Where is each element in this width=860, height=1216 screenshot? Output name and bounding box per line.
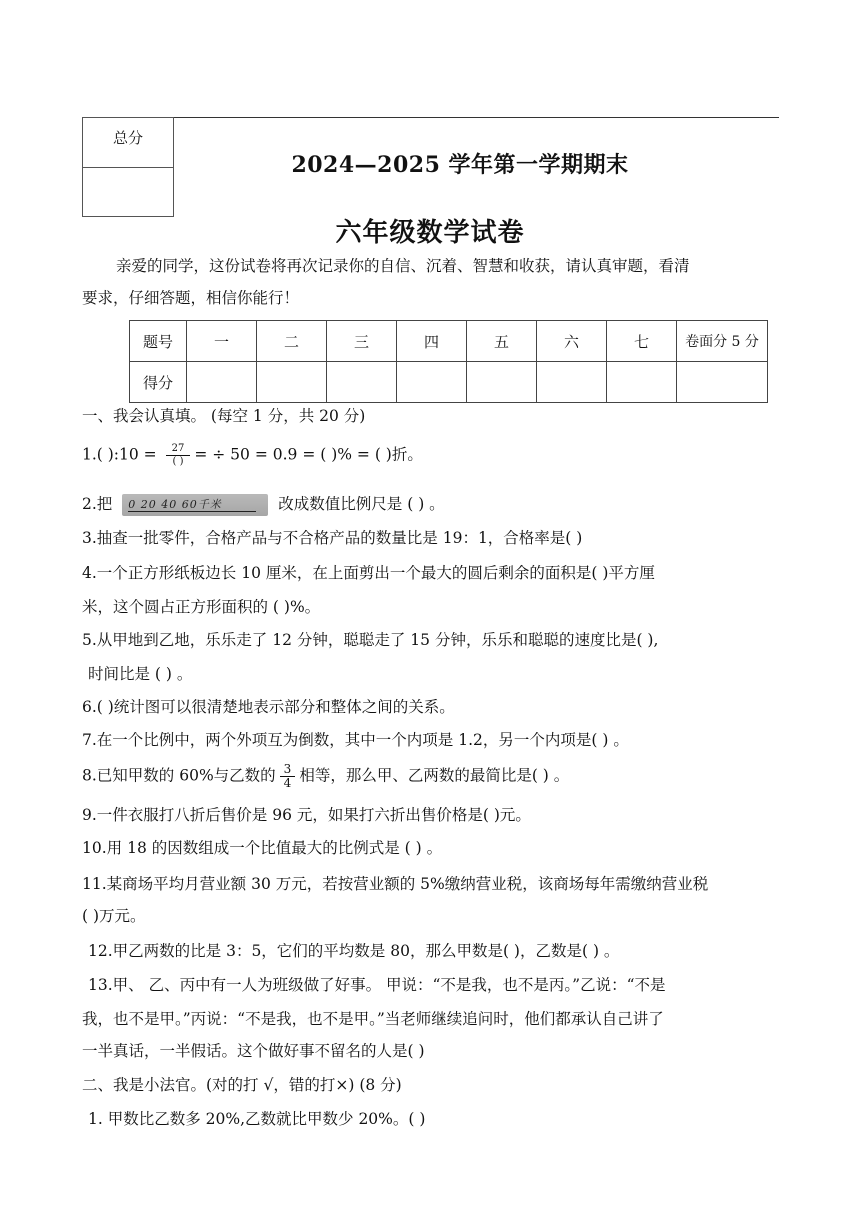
question-6: 6.( )统计图可以很清楚地表示部分和整体之间的关系。 (82, 698, 455, 716)
row-label-question: 题号 (130, 321, 187, 362)
question-11-line-2: ( )万元。 (82, 907, 146, 925)
column-header: 卷面分 5 分 (677, 321, 768, 362)
question-13-line-1: 13.甲、 乙、丙中有一人为班级做了好事。 甲说：“不是我，也不是丙。”乙说：“不是 (88, 976, 666, 994)
fraction-denominator: ( ) (172, 456, 184, 467)
question-8-part-a: 8.已知甲数的 60%与乙数的 (82, 766, 276, 785)
question-5-line-2: 时间比是 ( ) 。 (88, 665, 193, 683)
question-3: 3.抽查一批零件，合格产品与不合格产品的数量比是 19：1，合格率是( ) (82, 529, 583, 547)
score-table (129, 320, 768, 403)
total-score-label: 总分 (83, 118, 173, 168)
question-4-line-1: 4.一个正方形纸板边长 10 厘米，在上面剪出一个最大的圆后剩余的面积是( )平方厘 (82, 564, 655, 582)
column-header: 七 (607, 321, 677, 362)
section-2-question-1: 1. 甲数比乙数多 20%,乙数就比甲数少 20%。( ) (88, 1110, 426, 1128)
question-2 (82, 494, 445, 516)
section-2-heading: 二、我是小法官。(对的打 √，错的打×) (8 分) (82, 1076, 402, 1094)
score-cell (677, 362, 768, 403)
question-7: 7.在一个比例中，两个外项互为倒数，其中一个内项是 1.2，另一个内项是( ) 。 (82, 731, 629, 749)
column-header: 五 (467, 321, 537, 362)
row-label-score: 得分 (130, 362, 187, 403)
question-1-part-b: = ÷ 50 = 0.9 = ( )% = ( )折。 (194, 445, 423, 464)
header-rule (174, 117, 779, 118)
question-9: 9.一件衣服打八折后售价是 96 元，如果打六折出售价格是( )元。 (82, 806, 531, 824)
question-2-part-a: 2.把 (82, 495, 113, 513)
column-header: 一 (187, 321, 257, 362)
question-2-part-b: 改成数值比例尺是 ( ) 。 (278, 495, 445, 513)
question-12: 12.甲乙两数的比是 3：5，它们的平均数是 80，那么甲数是( )，乙数是( ) 。 (88, 942, 620, 960)
table-row (130, 362, 768, 403)
fraction-numerator: 3 (280, 763, 296, 777)
question-11-line-1: 11.某商场平均月营业额 30 万元，若按营业额的 5%缴纳营业税，该商场每年需缴纳营业税 (82, 875, 709, 893)
question-13-line-2: 我，也不是甲。”丙说：“不是我，也不是甲。”当老师继续追问时，他们都承认自己讲了 (82, 1010, 664, 1028)
score-cell (327, 362, 397, 403)
fraction (280, 763, 296, 790)
question-4-line-2: 米，这个圆占正方形面积的 ( )%。 (82, 598, 321, 616)
fraction-numerator: 27 (166, 443, 191, 456)
intro-line-2: 要求，仔细答题，相信你能行！ (82, 289, 300, 307)
exam-subtitle: 六年级数学试卷 (335, 218, 525, 248)
question-10: 10.用 18 的因数组成一个比值最大的比例式是 ( ) 。 (82, 839, 443, 857)
question-8-part-b: 相等，那么甲、乙两数的最简比是( ) 。 (299, 766, 570, 785)
question-13-line-3: 一半真话，一半假话。这个做好事不留名的人是( ) (82, 1042, 425, 1060)
score-cell (607, 362, 677, 403)
scale-bar-image (122, 494, 268, 516)
section-1-heading: 一、我会认真填。 (每空 1 分，共 20 分) (82, 407, 366, 425)
question-5-line-1: 5.从甲地到乙地，乐乐走了 12 分钟，聪聪走了 15 分钟，乐乐和聪聪的速度比是( ), (82, 631, 659, 649)
question-1-part-a: 1.( ):10 = (82, 445, 162, 464)
column-header: 三 (327, 321, 397, 362)
fraction-denominator: 4 (283, 776, 292, 790)
scale-bar-labels: 0 20 40 60千米 (128, 498, 222, 511)
intro-line-1: 亲爱的同学，这份试卷将再次记录你的自信、沉着、智慧和收获，请认真审题，看清 (116, 257, 690, 275)
column-header: 四 (397, 321, 467, 362)
exam-title: 2024—2025 学年第一学期期末 (291, 152, 629, 178)
column-header: 六 (537, 321, 607, 362)
score-cell (257, 362, 327, 403)
question-8 (82, 763, 569, 790)
score-cell (397, 362, 467, 403)
fraction (166, 443, 191, 468)
question-1 (82, 443, 423, 468)
column-header: 二 (257, 321, 327, 362)
score-cell (467, 362, 537, 403)
table-row (130, 321, 768, 362)
score-cell (537, 362, 607, 403)
score-cell (187, 362, 257, 403)
